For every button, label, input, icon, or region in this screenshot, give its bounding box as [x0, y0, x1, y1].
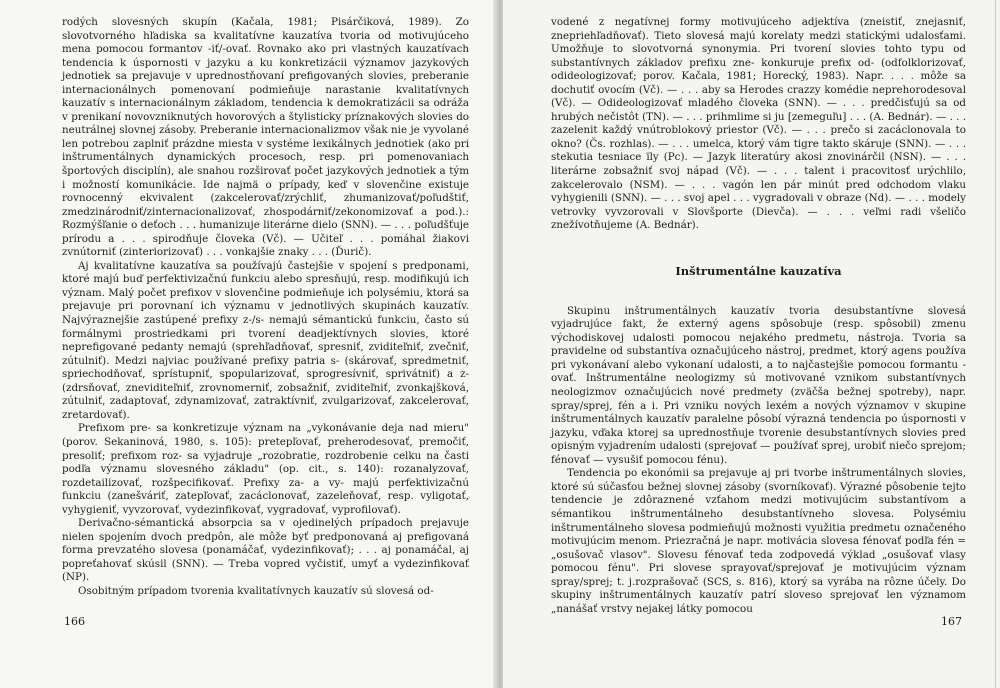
- right-paragraph-2: Tendencia po ekonómii sa prejavuje aj pri tvorbe inštrumentálnych slovies, ktoré sú súčasťou bežnej slovnej zásoby (svorníkovať). Výrazné pôsobenie tejto tendencie je zdôraznené vzťahom medzi motivujúcim substantívom a sémantikou inštrumentálneho desubstantívneho slovesa. Polysémiu inštrumentálneho slovesa podmieňujú možnosti využitia predmetu označeného motivujúcim menom. Priezračná je napr. motivácia slovesa fénovať podľa fén = „osušovač vlasov". Slovesu fénovať teda zodpovedá výklad „osušovať vlasy pomocou fénu". Pri slovese sprayovať/sprejovať je motivujúcim význam spray/sprej; t. j.rozprašovač (SCS, s. 816), ktorý sa vyrába na rôzne účely. Do skupiny inštrumentálnych kauzatív patrí sloveso sprejovať len významom „nanášať vrstvy nejakej látky pomocou: [551, 467, 966, 615]
- left-paragraph-5: Osobitným prípadom tvorenia kvalitatívnych kauzatív sú slovesá od-: [78, 584, 434, 597]
- right-intro-paragraph: vodené z negatívnej formy motivujúceho adjektíva (zneistiť, znejasniť, znepriehľadňovať). Tieto slovesá majú korelaty medzi statickými udalosťami. Umožňuje to slovotvorná synonymia. Pri tvorení slovies tohto typu od substantívnych základov prefixu zne- konkuruje prefix od- (odfolklorizovať, odideologizovať; porov. Kačala, 1981; Horecký, 1983). Napr. . . . môže sa dochutiť ovocím (Vč). — . . . aby sa Herodes crazzy komédie neprehorodesoval (Vč). — Odideologizovať mladého človeka (SNN). — . . . predčisťujú sa od hrubých nečistôt (TN). — . . . prihmlime si ju [zemeguľu] . . . (A. Bednár). — . . . zazelenit každý vnútroblokový priestor (Vč). — . . . prečo si zacáclonovala to okno? (Čs. rozhlas). — . . . umelca, ktorý vám tigre takto skáruje (SNN). — . . . stekutia tesniace ïly (Pc). — Jazyk literatúry akosi znovinárčil (NSN). — . . . literárne zobsažniť svoj nápad (Vč). — . . . talent i pracovitosť urýchlilo, zakcelerovalo (NSM). — . . . vagón len pár minút pred odchodom vlaku vyhygienili (SNN). — . . . svoj apel . . . vygradovali v obraze (Nd). — . . . modely vetrovky vyvzorovali v Slovšporte (Dievča). — . . . veľmi radi všeličo znežívotňujeme (A. Bednár).: [551, 16, 966, 232]
- right-paragraph-1: Skupinu inštrumentálnych kauzatív tvoria desubstantívne slovesá vyjadrujúce fakt, že externý agens spôsobuje (resp. spôsobil) zmenu východiskovej udalosti pomocou nejakého predmetu, nástroja. Tvoria sa pravidelne od substantíva označujúceho nástroj, predmet, ktorý agens používa pri vykonávaní alebo vykonaní udalosti, a to najčastejšie pomocou formantu -ovať. Inštrumentálne neologizmy sú motivované vznikom substantívnych neologizmov označujúcich nové predmety (zväčša bežnej spotreby), napr. spray/sprej, fén a i. Pri vzniku nových lexém a nových významov v skupine inštrumentálnych kauzatív paralelne pôsobí výrazná tendencia po úspornosti v jazyku, vďaka ktorej sa uprednostňuje tvorenie desubstantívnych slovies pred opisným vyjadrením udalosti (sprejovať — používať sprej, urobiť niečo sprejom; fénovať — vysušiť pomocou fénu).: [551, 304, 966, 466]
- page-edge-right: [995, 0, 996, 688]
- left-paragraph-1: rodých slovesných skupín (Kačala, 1981; Pisárčiková, 1989). Zo slovotvorného hľadiska sa kvalitatívne kauzatíva tvoria od motivujúceho mena pomocou formantov -iť/-ovať. Rovnako ako pri vlastných kauzatívach tendencia k úspornosti v jazyku a ku konkretizácii významov jazykových jednotiek sa prejavuje v uprednostňovaní prefigovaných slovies, preberanie internacionálnych pomenovaní podmieňuje narastanie kvalitatívnych kauzatív s internacionálnym základom, tendencia k demokratizácii sa odráža v prenikaní novovzniknutých hovorových a štylisticky príznakových slovies do neutrálnej slovnej zásoby. Preberanie internacionalizmov však nie je vyvolané len potrebou zaplniť prázdne miesta v systéme lexikálnych jednotiek (ako pri inštrumentálnych dynamických procesoch, resp. pri pomenovaniach športových disciplín), ale snahou rozširovať počet jazykových jednotiek a tým i možností komunikácie. Ide najmä o prípady, keď v slovenčine existuje rovnocenný ekvivalent (zakcelerovať/zrýchliť, zhumanizovať/poľudštiť, zmedzinárodniť/zinternacionalizovať, zhospodárniť/zekonomizovať a pod.).: Rozmýšľanie o deťoch . . . humanizuje literárne dielo (SNN). — . . . poľudšťuje prírodu a . . . spirodňuje človeka (Vč). — Učiteľ . . . pomáhal žiakovi zvnútorniť (zinteriorizovať) . . . vonkajšie znaky . . . (Ďurič).: [62, 16, 469, 259]
- page-number-right: 167: [941, 615, 962, 628]
- section-title: Inštrumentálne kauzatíva: [675, 263, 842, 278]
- left-page: [0, 0, 497, 688]
- page-number-left: 166: [64, 615, 85, 628]
- left-paragraph-3: Prefixom pre- sa konkretizuje význam na „vykonávanie deja nad mieru" (porov. Sekaninová, 1980, s. 105): pretepľovať, preherodesovať, premočiť, presoliť; prefixom roz- sa vyjadruje „rozobratie, rozdrobenie celku na časti podľa významu slovesného základu" (op. cit., s. 140): rozanalyzovať, rozdetailizovať, rozšpecifikovať. Prefixy za- a vy- majú perfektivizačnú funkciu (zanešváriť, zatepľovať, zacáclonovať, zazeleňovať, resp. vyligotať, vyhygieniť, vyvzorovať, vydezinfikovať, vygradovať, vyprofilovať).: [62, 422, 469, 516]
- left-paragraph-2: Aj kvalitatívne kauzatíva sa používajú častejšie v spojení s predponami, ktoré majú buď perfektivizačnú funkciu alebo spresňujú, resp. modifikujú ich význam. Malý počet prefixov v slovenčine podmieňuje ich polysémiu, ktorá sa prejavuje pri porovnaní ich významu v jednotlivých skupinách kauzatív. Najvýraznejšie zastúpené prefixy z-/s- nemajú sémantickú funkciu, často sú formálnymi prostriedkami pri tvorení deadjektívnych slovies, ktoré neprefigované pedanty nemajú (sprehľadňovať, spresniť, zviditeľniť, zvečniť, zútulniť). Medzi najviac používané prefixy patria s- (skárovať, spredmetniť, spriechodňovať, sprístupniť, spopularizovať, sprogresívniť, sprivátniť) a z- (zdrsňovať, zneviditeľniť, zrovnomerniť, zobsažniť, zviditeľniť, zvonkajšková, zútulniť, zadaptovať, zdynamizovať, zatraktívniť, zvulgarizovať, zakcelerovať, zretardovať).: [62, 259, 469, 421]
- left-paragraph-4: Derivačno-sémantická absorpcia sa v ojedinelých prípadoch prejavuje nielen spojením dvoch predpôn, ale môže byť predponovaná aj prefigovaná forma prevzatého slovesa (ponamáčať, vydezinfikovať); . . . aj ponamáčal, aj popreťahovať skúsil (SNN). — Treba vopred vyčistiť, umyť a vydezinfikovať (NP).: [62, 517, 469, 584]
- right-page: [503, 0, 1000, 688]
